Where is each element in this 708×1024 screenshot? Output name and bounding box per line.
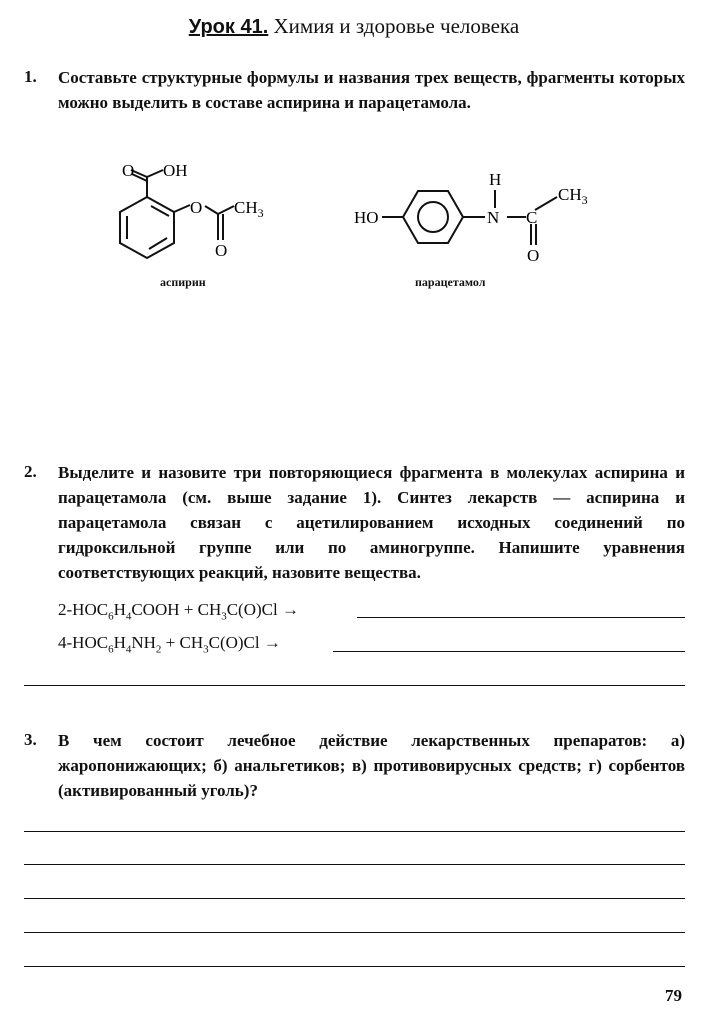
answer-line[interactable] [24, 898, 685, 899]
aspirin-atom-o-acyl: O [215, 241, 228, 260]
lesson-label: Урок 41. [188, 16, 269, 38]
question-1-text: Составьте структурные формулы и названия трех веществ, фрагменты которых можно выделить в составе аспирина и парацетамола. [58, 68, 685, 112]
answer-line[interactable] [24, 831, 685, 832]
paracetamol-atom-h: H [489, 170, 502, 189]
equation-1: $2-HOC_6H_4COOH + CH_3C(O)Cl$ → [58, 600, 299, 623]
equation-2: $4-HOC_6H_4NH_2 + CH_3C(O)Cl$ → [58, 633, 281, 656]
question-2-number: 2. [24, 462, 37, 481]
question-2-text: Выделите и назовите три повторяющиеся фрагмента в молекулах аспирина и парацетамола (см. выше задание 1). Синтез лекарств — аспирина и парацетамола связан с ацетилированием исходных соединений по гидроксильной группе или по аминогруппе. Напишите уравнения соответствующих реакций, назовите вещества. [58, 463, 685, 582]
answer-line-eq1[interactable] [357, 617, 685, 618]
paracetamol-benzene-ring [403, 191, 463, 243]
page-title [0, 14, 708, 39]
paracetamol-atom-n: N [487, 208, 500, 227]
page-number: 79 [665, 986, 682, 1005]
aspirin-benzene-ring [120, 197, 174, 258]
paracetamol-caption: парацетамол [415, 275, 486, 289]
aspirin-atom-o-ester: O [190, 198, 203, 217]
lesson-topic: Химия и здоровье человека [273, 14, 520, 38]
aspirin-atom-ch3: $CH_3$ [234, 198, 264, 220]
paracetamol-atom-ch3: $CH_3$ [558, 185, 588, 207]
question-3-text: В чем состоит лечебное действие лекарственных препаратов: а) жаропонижающих; б) анальгетиков; в) противовирусных средств; г) сорбентов (активированный уголь)? [58, 731, 685, 800]
aspirin-atom-oh: OH [163, 161, 188, 180]
aspirin-structure [100, 150, 290, 280]
answer-line[interactable] [24, 966, 685, 967]
paracetamol-atom-o: O [527, 246, 540, 265]
answer-line[interactable] [24, 932, 685, 933]
paracetamol-atom-ho: HO [354, 208, 379, 227]
answer-line[interactable] [24, 685, 685, 686]
answer-line-eq2[interactable] [333, 651, 685, 652]
answer-line[interactable] [24, 864, 685, 865]
question-3-number: 3. [24, 730, 37, 749]
paracetamol-atom-c: C [526, 208, 538, 227]
paracetamol-structure [340, 160, 610, 270]
aspirin-atom-o-carbonyl: O [122, 161, 135, 180]
question-1-number: 1. [24, 67, 37, 86]
aspirin-caption: аспирин [160, 275, 206, 289]
